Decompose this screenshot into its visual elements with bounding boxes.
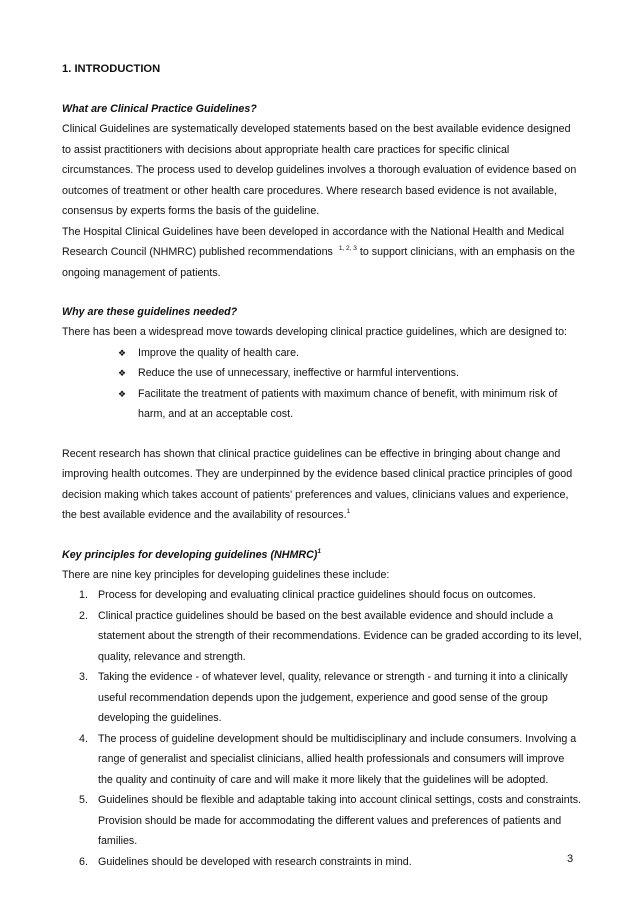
diamond-bullet-icon: ❖ [118,347,127,358]
diamond-bullet-icon: ❖ [118,388,127,399]
list-text: The process of guideline development should be multidisciplinary and include consumers. Involving a range of generalist and specialist clinicians, allied health professionals and consumers will improve the quality and continuity of care and will make it more likely that the guidelines will be adopted. [98,732,577,786]
bullet-text: Improve the quality of health care. [138,346,299,359]
list-item [62,729,582,791]
subheading-what-are-guidelines: What are Clinical Practice Guidelines? [62,103,257,115]
paragraph-nhmrc [62,222,582,284]
paragraph-nhmrc-text: The Hospital Clinical Guidelines have been developed in accordance with the National Health and Medical Research Council (NHMRC) published recommendations [62,225,565,258]
page-number: 3 [567,853,574,865]
list-number: 4. [79,732,88,745]
numbered-list [62,585,582,872]
list-number: 3. [79,671,88,683]
list-item [62,585,582,606]
subheading-why-needed: Why are these guidelines needed? [62,306,238,318]
list-number: 6. [79,855,88,868]
diamond-bullet-icon: ❖ [118,368,127,378]
list-item [62,790,582,852]
paragraph-definition: Clinical Guidelines are systematically developed statements based on the best available evidence designed to assist practitioners with decisions about appropriate health care practices for specific clinical circumstances. The process used to develop guidelines involves a thorough evaluation of evidence based on outcomes of treatment or other health care procedures. Where research based evidence is not available, consensus by experts forms the basis of the guideline. [62,123,577,217]
bullet-item [62,384,582,425]
bullet-text: Reduce the use of unnecessary, ineffective or harmful interventions. [138,367,459,379]
list-number: 2. [79,609,88,622]
list-text: Clinical practice guidelines should be based on the best available evidence and should include a statement about the strength of their recommendations. Evidence can be graded according to its level, quality, relevance and strength. [98,609,582,663]
paragraph-why-intro: There has been a widespread move towards developing clinical practice guidelines, which are designed to: [62,326,567,338]
paragraph-nhmrc-text-end: to support clinicians, with an emphasis on the ongoing management of patients. [62,246,575,279]
paragraph-research-text: Recent research has shown that clinical practice guidelines can be effective in bringing about change and improving health outcomes. They are underpinned by the evidence based clinical practice principles of good decision making which takes account of patients' preferences and values, clinicians values and experience, the best available evidence and the availability of resources. [62,447,573,521]
reference-superscript: 1, 2, 3 [338,245,357,252]
reference-superscript: 1 [346,508,351,515]
list-item [62,852,582,873]
list-text: Guidelines should be developed with research constraints in mind. [98,855,412,868]
subheading-key-principles-text: Key principles for developing guidelines (NHMRC) [62,548,318,561]
page-content [62,59,582,872]
paragraph-principles-intro: There are nine key principles for developing guidelines these include: [62,568,390,581]
list-item [62,667,582,729]
list-number: 5. [79,794,88,806]
bullet-text: Facilitate the treatment of patients with maximum chance of benefit, with minimum risk of harm, and at an acceptable cost. [138,387,558,420]
bullet-item [62,343,582,364]
list-text: Guidelines should be flexible and adaptable taking into account clinical settings, costs and constraints. Provision should be made for accommodating the different values and preferences of patients and families. [98,794,582,847]
list-text: Process for developing and evaluating clinical practice guidelines should focus on outcomes. [98,589,536,601]
paragraph-research [62,444,582,526]
bullet-item [62,363,582,384]
subheading-key-principles [62,545,582,565]
list-text: Taking the evidence - of whatever level, quality, relevance or strength - and turning it into a clinically useful recommendation depends upon the judgement, experience and good sense of the group developing the guidelines. [98,671,568,724]
list-item [62,606,582,668]
section-heading: 1. INTRODUCTION [62,63,161,75]
list-number: 1. [79,589,88,601]
bullet-list [62,343,582,425]
reference-superscript: 1 [317,547,321,555]
